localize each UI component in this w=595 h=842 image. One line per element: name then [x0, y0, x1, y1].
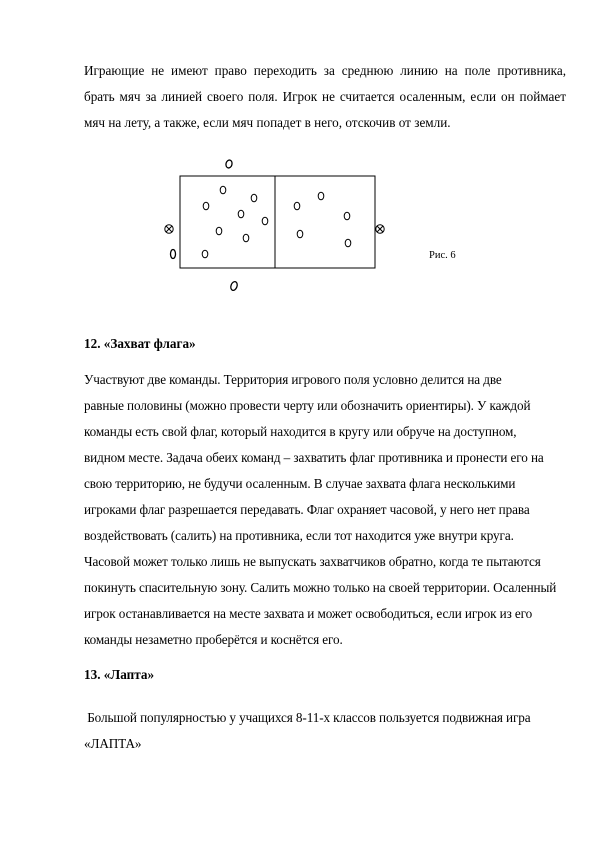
player-marker [243, 234, 249, 242]
paragraph-line: игрок останавливается на месте захвата и может освободиться, если игрок из его [84, 606, 533, 621]
paragraph-line: Играющие не имеют право переходить за среднюю линию на поле противника, [84, 63, 566, 78]
paragraph-rules [84, 58, 566, 136]
paragraph-line: брать мяч за линией своего поля. Игрок не считается осаленным, если он поймает [84, 89, 566, 104]
player-marker [230, 281, 239, 292]
paragraph-line: свою территорию, не будучи осаленным. В случае захвата флага несколькими [84, 476, 516, 491]
player-marker [294, 202, 300, 210]
paragraph-capture-flag [84, 367, 574, 653]
flag-marker-right [376, 225, 384, 233]
section-heading-13: 13. «Лапта» [84, 667, 155, 682]
field-outline [180, 176, 375, 268]
paragraph-line: видном месте. Задача обеих команд – захватить флаг противника и пронести его на [84, 450, 544, 465]
player-marker [251, 194, 257, 202]
player-marker [202, 250, 208, 258]
player-marker [238, 210, 244, 218]
flag-marker-left [165, 225, 173, 233]
paragraph-line: Участвуют две команды. Территория игрового поля условно делится на две [84, 372, 502, 387]
paragraph-line: команды есть свой флаг, который находится в кругу или обруче на доступном, [84, 424, 517, 439]
paragraph-line: Часовой может только лишь не выпускать захватчиков обратно, когда те пытаются [84, 554, 541, 569]
paragraph-line: покинуть спасительную зону. Салить можно только на своей территории. Осаленный [84, 580, 557, 595]
player-marker [225, 159, 233, 168]
paragraph-lapta [84, 705, 574, 757]
player-marker [345, 239, 351, 247]
player-marker [171, 250, 176, 259]
paragraph-line: игроками флаг разрешается передавать. Флаг охраняет часовой, у него нет права [84, 502, 530, 517]
paragraph-line: равные половины (можно провести черту или обозначить ориентиры). У каждой [84, 398, 531, 413]
section-heading-12: 12. «Захват флага» [84, 336, 196, 351]
player-marker [318, 192, 324, 200]
paragraph-line: мяч на лету, а также, если мяч попадет в него, отскочив от земли. [84, 115, 451, 130]
paragraph-line: воздействовать (салить) на противника, если тот находится уже внутри круга. [84, 528, 514, 543]
game-field-diagram [160, 150, 400, 300]
paragraph-line: команды незаметно проберётся и коснётся его. [84, 632, 343, 647]
paragraph-line: Большой популярностью у учащихся 8-11-х классов пользуется подвижная игра [84, 710, 531, 725]
player-marker [262, 217, 268, 225]
player-marker [344, 212, 350, 220]
player-marker [216, 227, 222, 235]
player-marker [220, 186, 226, 194]
player-marker [203, 202, 209, 210]
figure-caption: Рис. 6 [429, 250, 456, 261]
paragraph-line: «ЛАПТА» [84, 736, 142, 751]
player-marker [297, 230, 303, 238]
